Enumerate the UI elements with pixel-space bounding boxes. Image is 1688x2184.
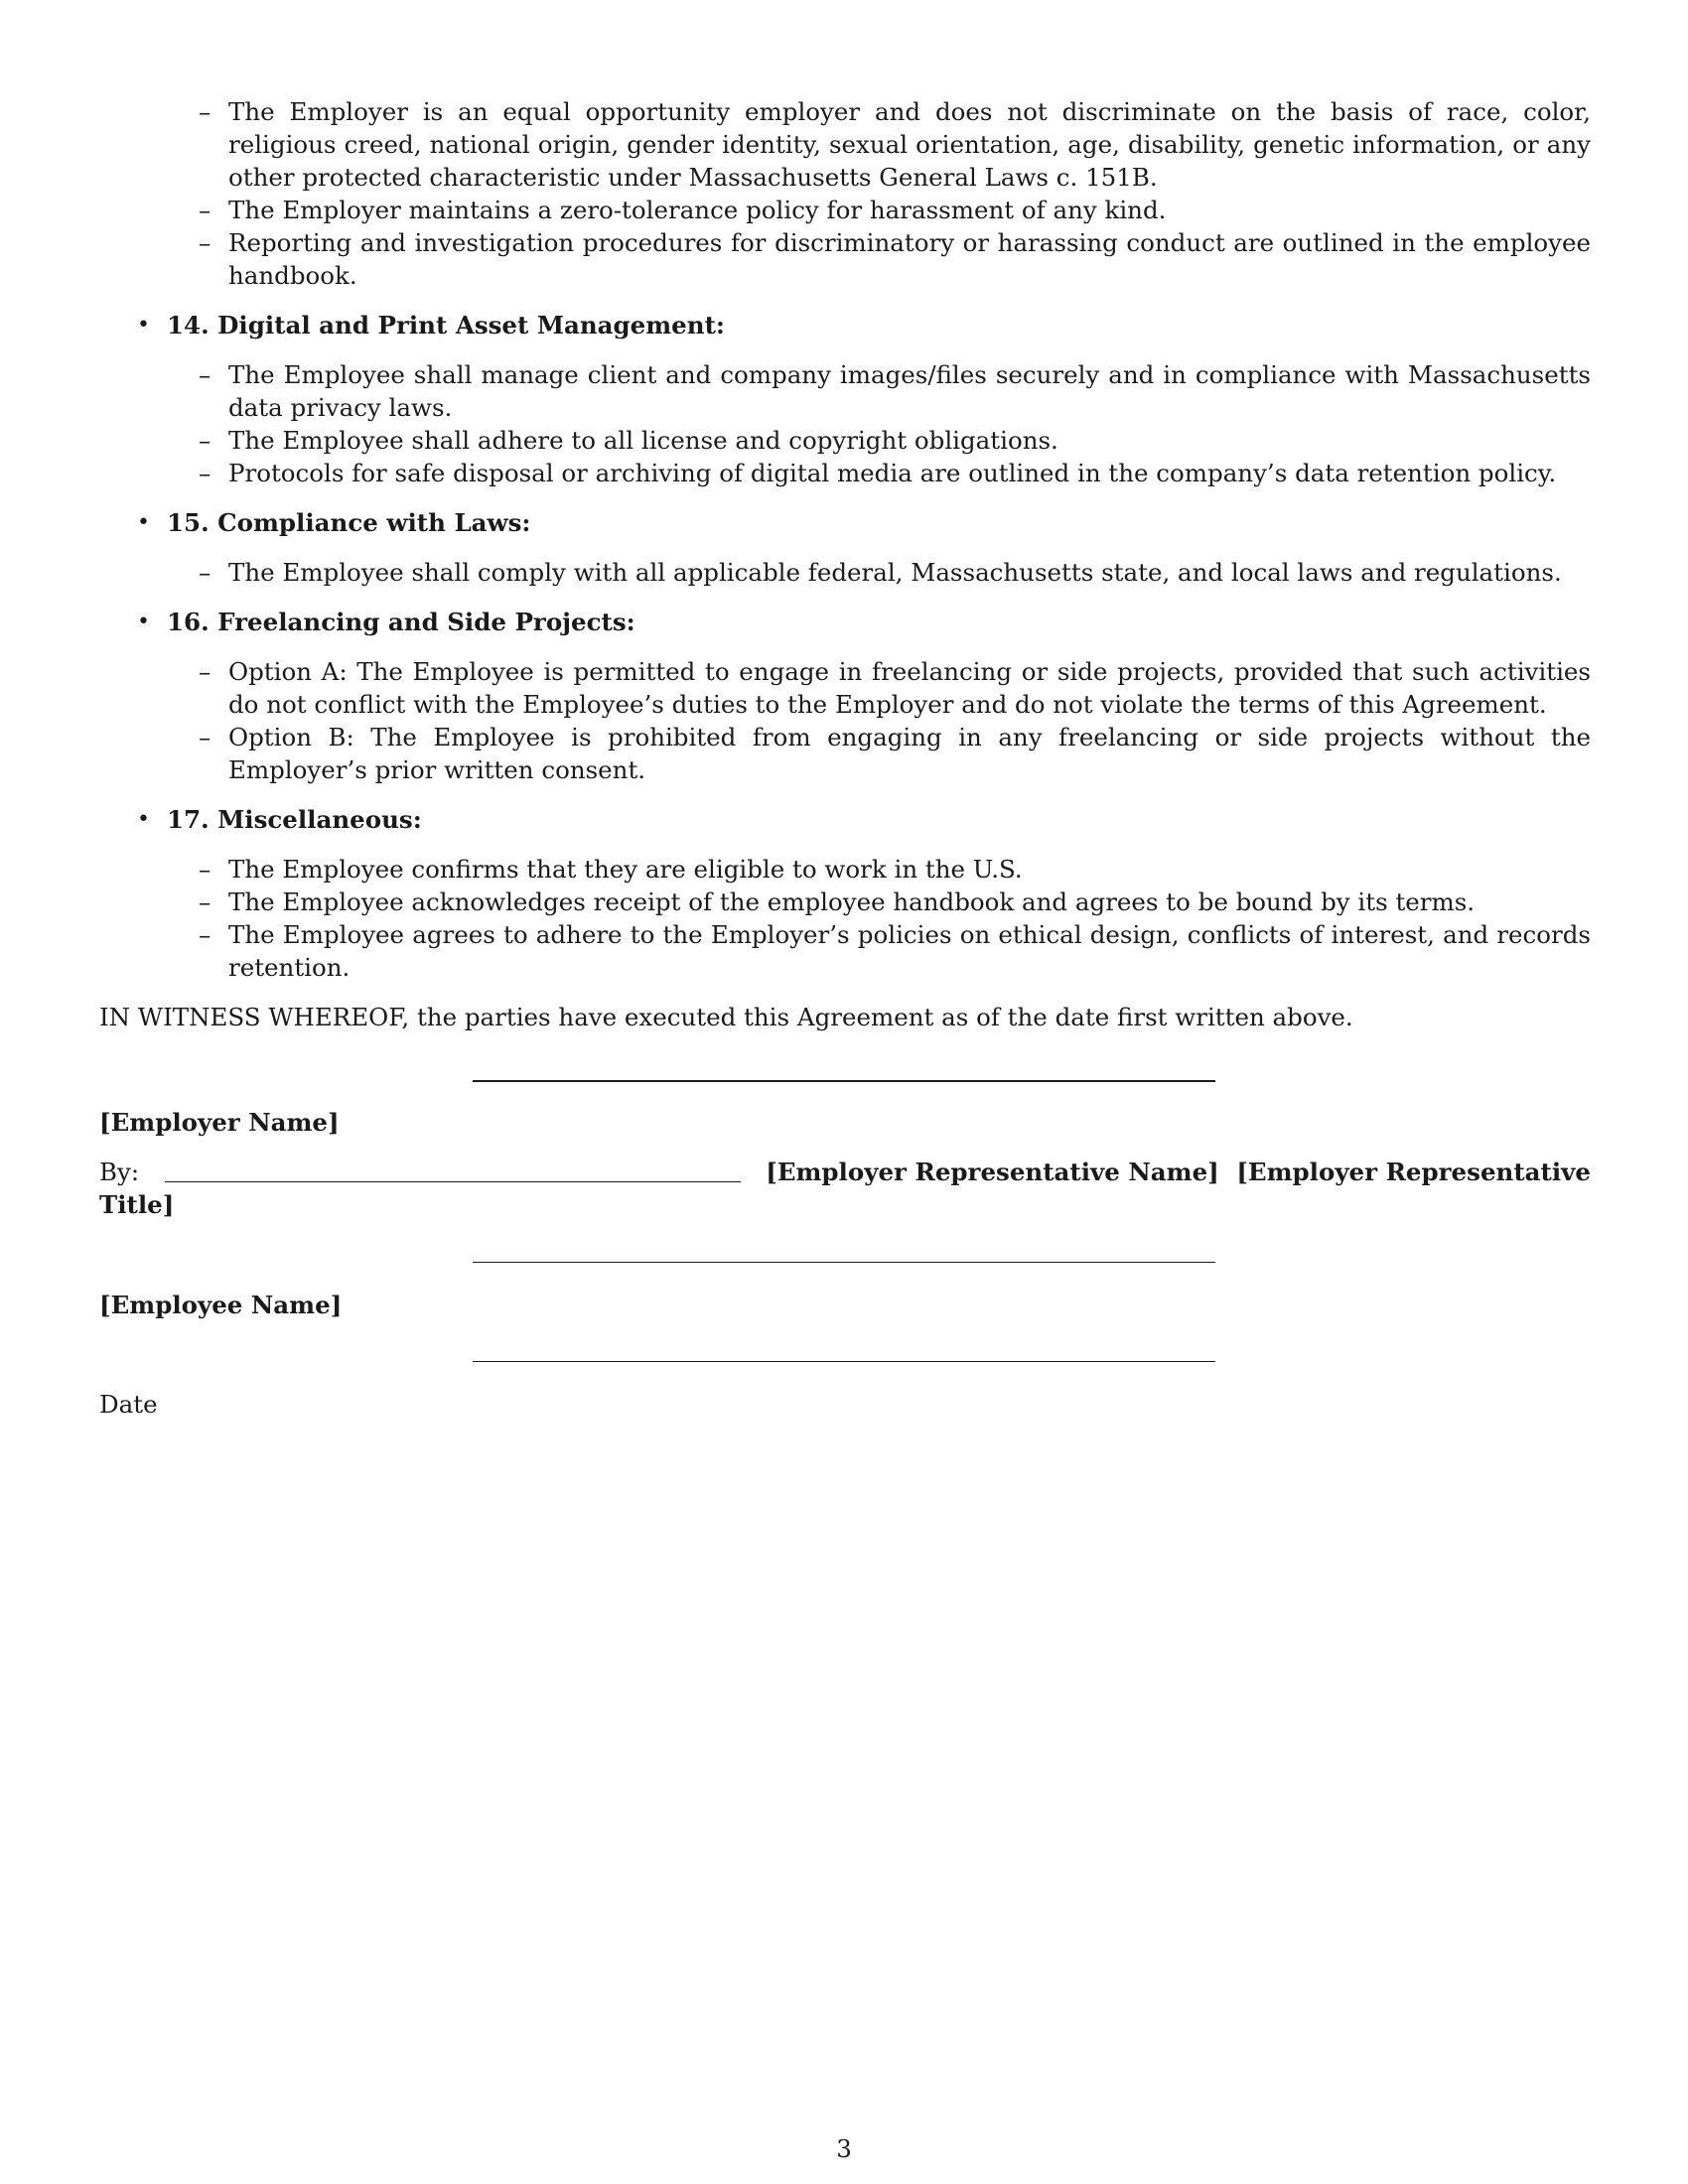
intro-list xyxy=(99,95,1591,292)
list-item: – The Employee confirms that they are eligible to work in the U.S. xyxy=(228,853,1591,886)
list-item: – The Employer maintains a zero-tolerance policy for harassment of any kind. xyxy=(228,194,1591,226)
list-item: – The Employer is an equal opportunity employer and does not discriminate on the basis of race, color, religious creed, national origin, gender identity, sexual orientation, age, disability, genetic information, or any other protected characteristic under Massachusetts General Laws c. 151B. xyxy=(228,95,1591,194)
by-label: By: xyxy=(99,1158,140,1186)
employee-name: [Employee Name] xyxy=(99,1291,343,1319)
section-15 xyxy=(99,506,1591,589)
list-item: – The Employee shall manage client and company images/files securely and in compliance with Massachusetts data privacy laws. xyxy=(228,358,1591,424)
list-item: – The Employee shall adhere to all license and copyright obligations. xyxy=(228,424,1591,457)
document-page xyxy=(99,95,1591,1419)
section-list xyxy=(99,853,1591,984)
section-16 xyxy=(99,606,1591,786)
list-item: – Option A: The Employee is permitted to engage in freelancing or side projects, provided that such activities do not conflict with the Employee’s duties to the Employer and do not violate the terms of this Agreement. xyxy=(228,655,1591,721)
bullet-icon: • xyxy=(137,313,150,338)
date-label: Date xyxy=(99,1390,158,1419)
list-item: – Option B: The Employee is prohibited from engaging in any freelancing or side projects without the Employer’s prior written consent. xyxy=(228,721,1591,786)
section-17 xyxy=(99,803,1591,984)
employer-name: [Employer Name] xyxy=(99,1108,340,1137)
bullet-icon: • xyxy=(137,510,150,535)
bullet-icon: • xyxy=(137,807,150,832)
section-heading: 15. Compliance with Laws: xyxy=(167,508,531,537)
employer-rep-title-end: Title] xyxy=(99,1190,175,1219)
employer-rep-name: [Employer Representative Name] xyxy=(766,1158,1219,1186)
section-list xyxy=(99,655,1591,786)
employee-signature-line xyxy=(473,1262,1215,1263)
bullet-icon: • xyxy=(137,610,150,634)
by-line xyxy=(99,1156,1591,1221)
list-item: – Protocols for safe disposal or archiving of digital media are outlined in the company’s data retention policy. xyxy=(228,457,1591,489)
employer-signature-line xyxy=(473,1080,1215,1082)
section-list xyxy=(99,358,1591,489)
section-heading: 14. Digital and Print Asset Management: xyxy=(167,311,725,340)
section-heading: 17. Miscellaneous: xyxy=(167,805,422,834)
date-line xyxy=(473,1361,1215,1362)
section-heading: 16. Freelancing and Side Projects: xyxy=(167,608,635,636)
list-item: – The Employee shall comply with all applicable federal, Massachusetts state, and local laws and regulations. xyxy=(228,556,1591,589)
list-item: – The Employee acknowledges receipt of the employee handbook and agrees to be bound by its terms. xyxy=(228,886,1591,918)
section-list xyxy=(99,556,1591,589)
list-item: – The Employee agrees to adhere to the Employer’s policies on ethical design, conflicts of interest, and records retention. xyxy=(228,918,1591,984)
section-14 xyxy=(99,309,1591,489)
page-number: 3 xyxy=(836,2134,852,2163)
by-blank-line xyxy=(165,1150,741,1182)
employer-rep-title-start: [Employer Representative xyxy=(1236,1158,1591,1186)
list-item: – Reporting and investigation procedures for discriminatory or harassing conduct are outlined in the employee handbook. xyxy=(228,226,1591,292)
witness-statement: IN WITNESS WHEREOF, the parties have executed this Agreement as of the date first written above. xyxy=(99,1003,1353,1031)
